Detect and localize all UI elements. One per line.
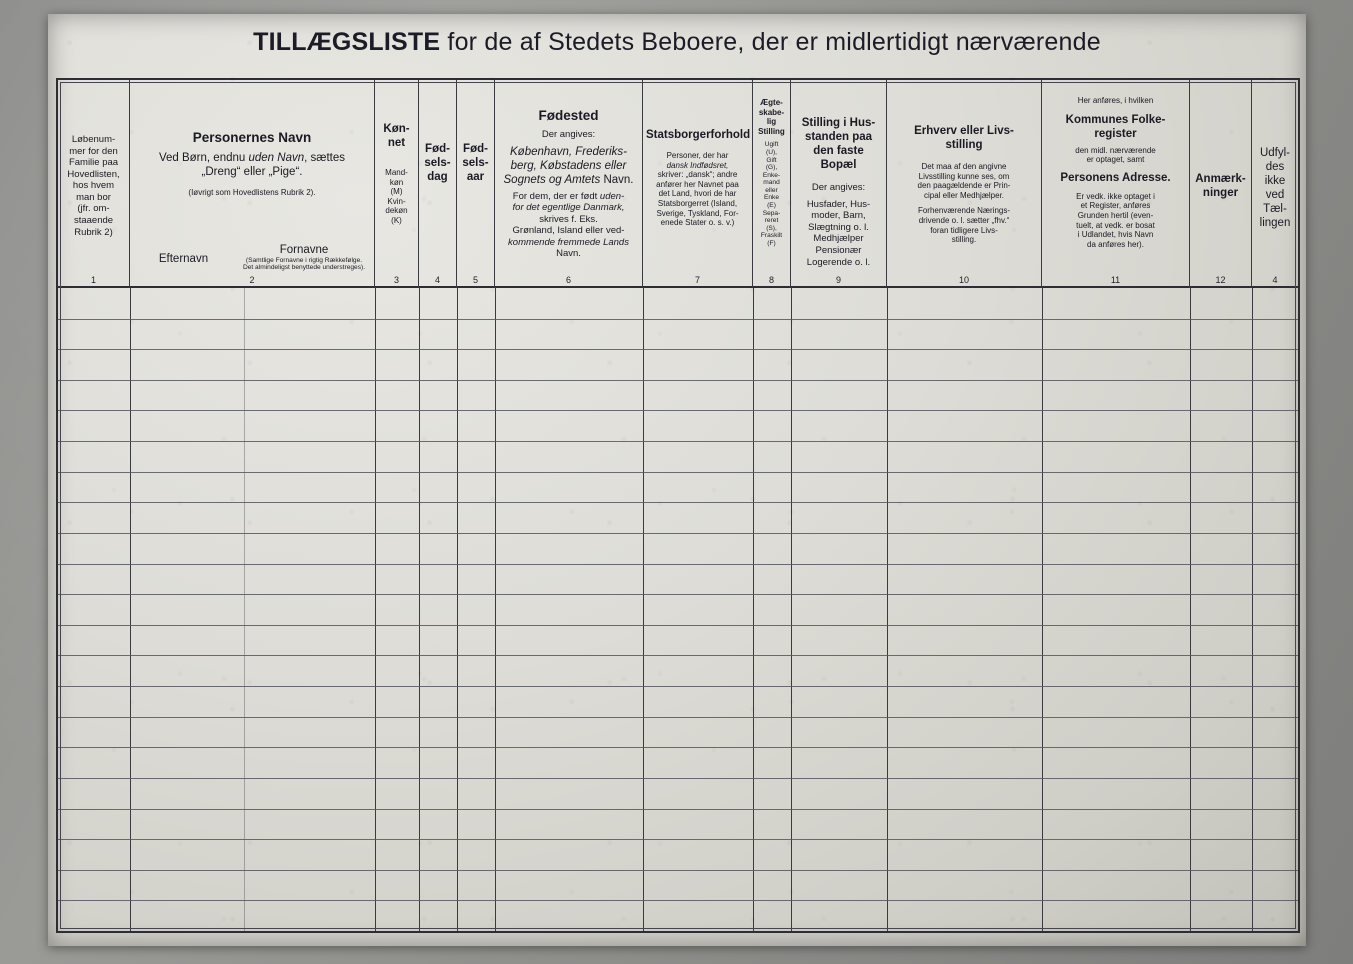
table-row bbox=[58, 564, 1298, 565]
column-header-aegteskabelig-stilling: Ægte- skabe- lig Stilling Ugift (U), Gift (G), Enke- mand eller Enke (E) Sepa- reret (S), Fraskilt (F) 8 bbox=[753, 80, 791, 288]
table-row bbox=[58, 441, 1298, 442]
census-table bbox=[56, 78, 1300, 933]
column-number: 11 bbox=[1110, 275, 1121, 285]
column-number: 10 bbox=[958, 275, 969, 285]
table-row bbox=[58, 778, 1298, 779]
table-row bbox=[58, 717, 1298, 718]
grid-vline bbox=[887, 288, 888, 931]
grid-vline bbox=[753, 288, 754, 931]
grid-vline bbox=[1042, 288, 1043, 931]
column-number: 2 bbox=[249, 275, 255, 285]
column-number: 5 bbox=[472, 275, 478, 285]
column-number: 4 bbox=[434, 275, 440, 285]
column-header-stilling-i-husstanden: Stilling i Hus- standen paa den faste Bopæl Der angives: Husfader, Hus- moder, Barn, Slægtning o. l. Medhjælper Pensionær Logerende o. l. 9 bbox=[791, 80, 887, 288]
column-header-konnet: Køn- net Mand- køn (M) Kvin- dekøn (K) 3 bbox=[375, 80, 419, 288]
table-row bbox=[58, 625, 1298, 626]
table-row bbox=[58, 747, 1298, 748]
column-header-personernes-navn: Personernes Navn Ved Børn, endnu uden Navn, sættes „Dreng“ eller „Pige“. (Iøvrigt som Hovedlistens Rubrik 2). Efternavn Fornavne (Samtlige Fornavne i rigtig Rækkefølge. Det almindeligst benyttede understreges). 2 bbox=[130, 80, 375, 288]
column-number: 7 bbox=[694, 275, 700, 285]
table-row bbox=[58, 472, 1298, 473]
table-row bbox=[58, 839, 1298, 840]
column-header-lobenummer: Løbenum- mer for den Familie paa Hovedlisten, hos hvem man bor (jfr. om- staaende Rubrik 2) 1 bbox=[58, 80, 130, 288]
table-row bbox=[58, 410, 1298, 411]
table-body bbox=[58, 288, 1298, 931]
grid-vline bbox=[495, 288, 496, 931]
page-title-rest: for de af Stedets Beboere, der er midlertidigt nærværende bbox=[440, 28, 1101, 56]
grid-vline bbox=[130, 288, 131, 931]
table-header-row bbox=[58, 80, 1298, 288]
grid-vline bbox=[419, 288, 420, 931]
column-header-udfyldes-ikke: Udfyl- des ikke ved Tæl- lingen 4 bbox=[1252, 80, 1298, 288]
column-header-erhverv: Erhverv eller Livs- stilling Det maa af den angivne Livsstilling kunne ses, om den paagældende er Prin- cipal eller Medhjælper. Forhenværende Nærings- drivende o. l. sætter „fhv.“ foran tidligere Livs- stilling. 10 bbox=[887, 80, 1042, 288]
table-row bbox=[58, 809, 1298, 810]
table-row bbox=[58, 594, 1298, 595]
column-header-efternavn: Efternavn bbox=[158, 252, 209, 265]
table-row bbox=[58, 533, 1298, 534]
page-title-strong: TILLÆGSLISTE bbox=[253, 28, 441, 56]
column-number: 1 bbox=[90, 275, 96, 285]
table-row bbox=[58, 349, 1298, 350]
table-row bbox=[58, 655, 1298, 656]
table-row bbox=[58, 900, 1298, 901]
table-row bbox=[58, 502, 1298, 503]
table-row bbox=[58, 686, 1298, 687]
grid-vline-name-split bbox=[244, 288, 245, 931]
table-row bbox=[58, 319, 1298, 320]
column-number: 8 bbox=[768, 275, 774, 285]
grid-vline bbox=[457, 288, 458, 931]
table-row bbox=[58, 870, 1298, 871]
column-number: 3 bbox=[393, 275, 399, 285]
column-header-fornavne: Fornavne (Samtlige Fornavne i rigtig Rækkefølge. Det almindeligst benyttede understreges). bbox=[242, 243, 366, 272]
table-row bbox=[58, 380, 1298, 381]
column-header-statsborgerforhold: Statsborgerforhold Personer, der har dansk Indfødsret, skriver: „dansk“; andre anfører her Navnet paa det Land, hvori de har Statsborgerret (Island, Sverige, Tyskland, For- enede Stater o. s. v.) 7 bbox=[643, 80, 753, 288]
grid-vline bbox=[643, 288, 644, 931]
column-header-fodested: Fødested Der angives: København, Frederiks- berg, Købstadens eller Sognets og Amtets Navn. For dem, der er født uden- for det egentlige Danmark, skrives f. Eks. Grønland, Island eller ved- kommende fremmede Lands Navn. 6 bbox=[495, 80, 643, 288]
grid-vline bbox=[1252, 288, 1253, 931]
column-number: 4 bbox=[1272, 275, 1278, 285]
page-title bbox=[48, 28, 1306, 57]
column-header-fodselsaar: Fød- sels- aar 5 bbox=[457, 80, 495, 288]
column-number: 9 bbox=[835, 275, 841, 285]
grid-vline bbox=[791, 288, 792, 931]
column-header-anmaerkninger: Anmærk- ninger 12 bbox=[1190, 80, 1252, 288]
grid-vline bbox=[1190, 288, 1191, 931]
column-number: 6 bbox=[565, 275, 571, 285]
column-number: 12 bbox=[1215, 275, 1226, 285]
column-header-fodselsdag: Fød- sels- dag 4 bbox=[419, 80, 457, 288]
column-header-folkeregister-adresse: Her anføres, i hvilken Kommunes Folke- register den midl. nærværende er optaget, samt Personens Adresse. Er vedk. ikke optaget i et Register, anføres Grunden hertil (even- tuelt, at vedk. er bosat i Udlandet, hvis Navn da anføres her). 11 bbox=[1042, 80, 1190, 288]
grid-vline bbox=[375, 288, 376, 931]
